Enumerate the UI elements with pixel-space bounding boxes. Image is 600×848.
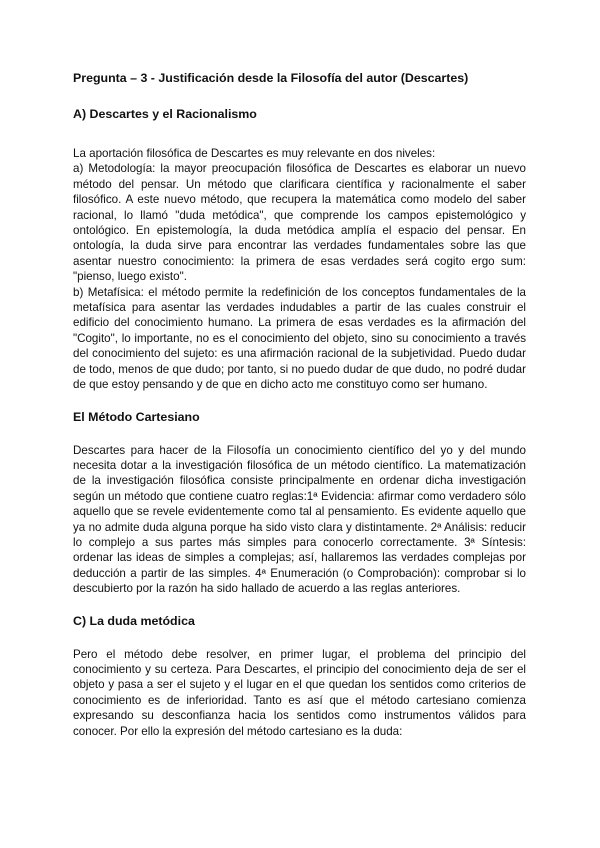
paragraph-metodologia: a) Metodología: la mayor preocupación filosófica de Descartes es elaborar un nuevo método del pensar. Un método que clarificara científica y racionalmente el saber filosófico. A este nuevo método, que recupera la matemática como modelo del saber racional, lo llamó "duda metódica", que comprende los campos epistemológico y ontológico. En epistemología, la duda metódica amplía el espacio del pensar. En ontología, la duda sirve para encontrar las verdades fundamentales sobre las que asentar nuestro conocimiento: la primera de esas verdades será cogito ergo sum: "pienso, luego existo". [73, 162, 526, 284]
section-heading-duda-metodica: C) La duda metódica [73, 613, 195, 628]
section-heading-metodo-cartesiano: El Método Cartesiano [73, 409, 200, 424]
paragraph-duda: Pero el método debe resolver, en primer lugar, el problema del principio del conocimiento y su certeza. Para Descartes, el principio del conocimiento deja de ser el objeto y pasa a ser el sujeto y el lugar en el que quedan los sentidos como criterios de conocimiento es de inferioridad. Tanto es así que el método cartesiano comienza expresando su desconfianza hacia los sentidos como instrumentos válidos para conocer. Por ello la expresión del método cartesiano es la duda: [73, 647, 526, 738]
document-page [73, 70, 526, 739]
paragraph-metodo: Descartes para hacer de la Filosofía un conocimiento científico del yo y del mundo necesita dotar a la investigación filosófica de un método científico. La matematización de la investigación filosófica consiste principalmente en ordenar dicha investigación según un método que contiene cuatro reglas:1ª Evidencia: afirmar como verdadero sólo aquello que se revele evidentemente como tal al pensamiento. Es evidente aquello que ya no admite duda alguna porque ha sido visto clara y distintamente. 2ª Análisis: reducir lo complejo a sus partes más simples para conocerlo correctamente. 3ª Síntesis: ordenar las ideas de simples a complejas; así, hallaremos las verdades complejas por deducción a partir de las simples. 4ª Enumeración (o Comprobación): comprobar si lo descubierto por la razón ha sido hallado de acuerdo a las reglas anteriores. [73, 443, 526, 596]
page-title [73, 70, 526, 86]
section-heading-racionalismo: A) Descartes y el Racionalismo [73, 107, 257, 121]
title-text: Justificación desde la Filosofía del autor (Descartes) [158, 71, 469, 85]
paragraph-metafisica: b) Metafísica: el método permite la redefinición de los conceptos fundamentales de la metafísica para asentar las verdades indudables a partir de las cuales construir el edificio del conocimiento humano. La primera de esas verdades es la afirmación del "Cogito", lo importante, no es el conocimiento del objeto, sino su conocimiento a través del conocimiento del sujeto: es una afirmación racional de la subjetividad. Puedo dudar de todo, menos de que dudo; por tanto, si no puedo dudar de que dudo, no podré dudar de que estoy pensando y de que en dicho acto me constituyo como ser humano. [73, 285, 526, 392]
title-question-number: Pregunta – 3 - [73, 71, 155, 85]
section-intro: La aportación filosófica de Descartes es muy relevante en dos niveles: [73, 147, 436, 160]
